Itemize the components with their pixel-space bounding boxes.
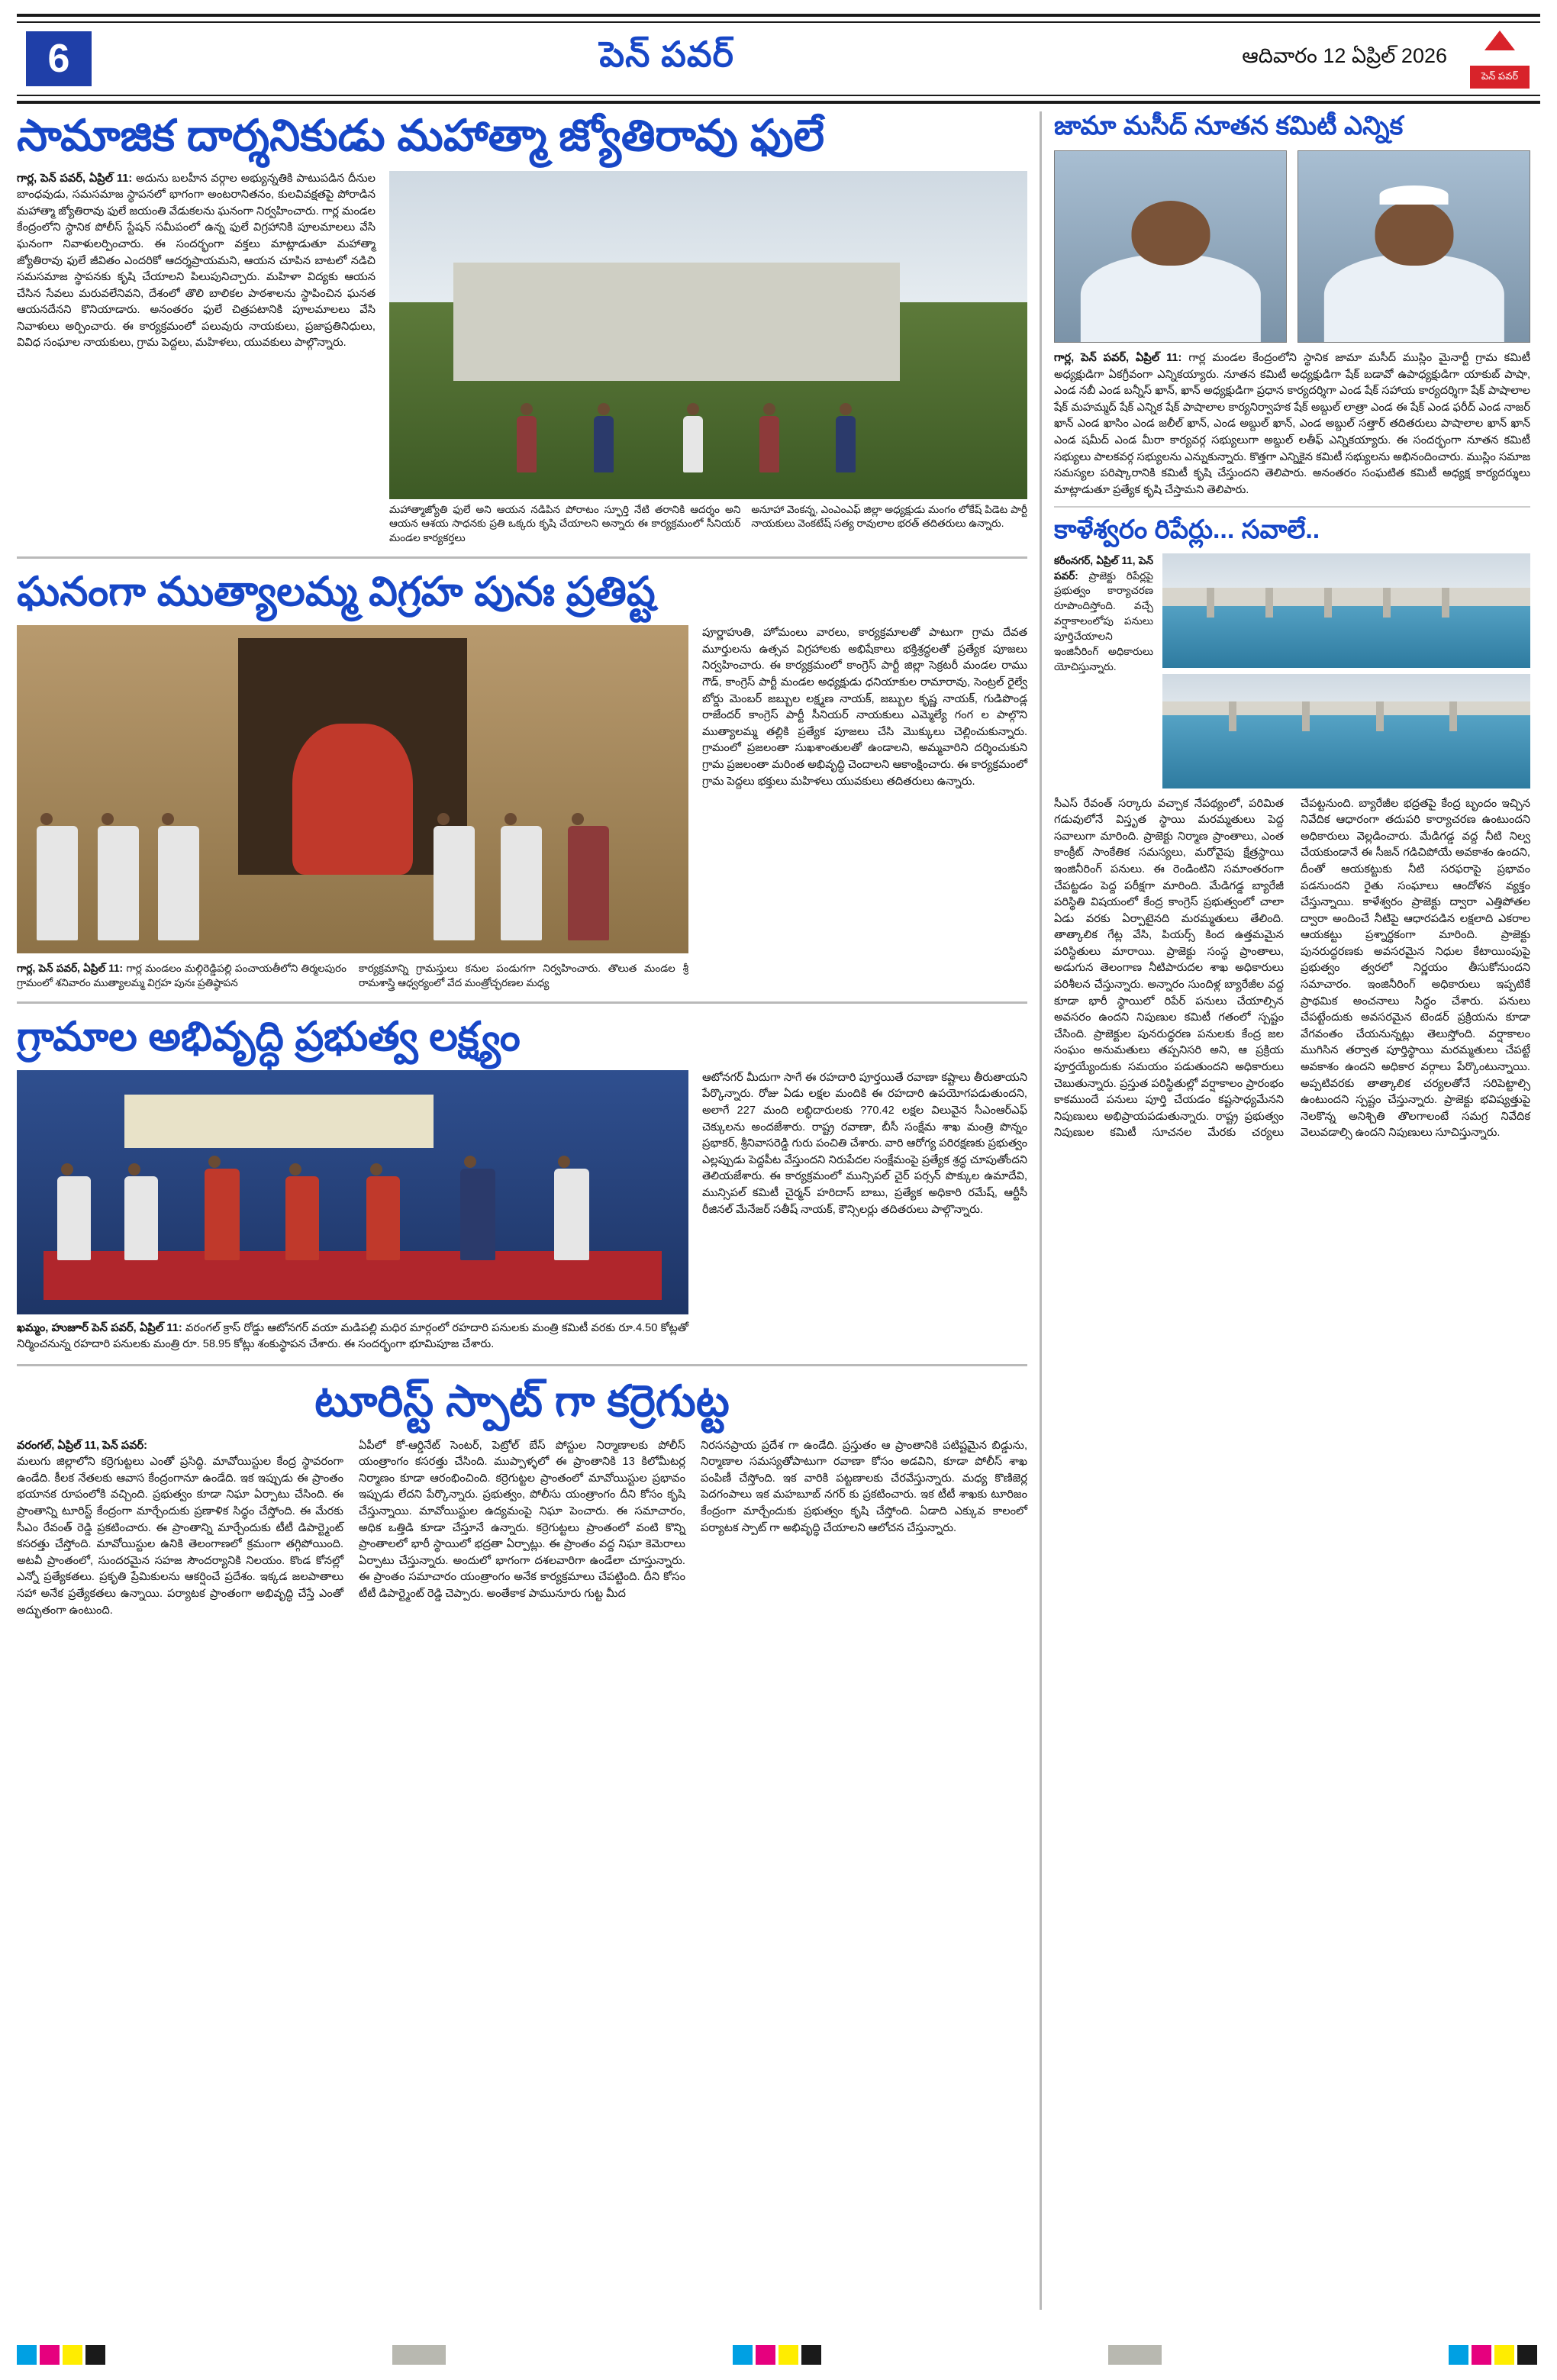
photo-person [517,416,537,472]
article-kaleshwaram-dateline: కరీంనగర్, ఏప్రిల్ 11, పెన్ పవర్: [1054,554,1153,582]
article-villages [17,1014,1027,1353]
reg-magenta [40,2345,60,2365]
article-karregutta-headline: టూరిస్ట్ స్పాట్ గా కర్రెగుట్ట [314,1377,730,1427]
article-muthyalamma-body: పూర్ణాహుతి, హోమంలు వారలు, కార్యక్రమాలతో పాటుగా గ్రామ దేవత మూర్తులను ఉత్సవ విగ్రహాలకు అభిషేకాలు భక్తిశ్రద్ధలతో ప్రత్యేక పూజలు నిర్వహించారు. ఈ కార్యక్రమంలో కాంగ్రెస్ పార్టీ జిల్లా సెక్రటరీ మండల రాము గౌడ్, కాంగ్రెస్ పార్టీ మండల అధ్యక్షుడు ధనియాకుల రామారావు, సెంట్రల్ రైల్వే బోర్డు మెంబర్ జబ్బుల లక్ష్మణ నాయక్, జబ్బుల కృష్ణ నాయక్, గుడిపొండ్ల రాజేందర్ కాంగ్రెస్ పార్టీ సీనియర్ నాయకులు ఎమ్మెల్యే గంగ ల పాల్గొని ముత్యాలమ్మ తల్లికి ప్రత్యేక పూజలు చేసి మొక్కులు చెల్లించుకున్నారు. గ్రామంలో ప్రజలంతా సుఖశాంతులతో ఉండాలని, అమ్మవారిని దర్శించుకుని గ్రామ ప్రజలంతా మరింత అభివృద్ధి చెందాలని ఆకాంక్షించారు. ఈ కార్యక్రమంలో గ్రామ పెద్దలు భక్తులు మహిళలు యువకులు తదితరులు ఉన్నారు. [702,627,1027,788]
reg-black [85,2345,105,2365]
photo-person [568,826,609,940]
article-muthyalamma [17,569,1027,991]
article-phule-text: అదును బలహీన వర్గాల అభ్యున్నతికి పాటుపడిన దీనుల బాంధవుడు, సమసమాజ స్థాపనలో భాగంగా అంటరానితనం, కులవివక్షతపై పోరాడిన మహాత్మా జ్యోతిరావు ఫులే జయంతి వేడుకలను ఘనంగా నిర్వహించారు. గార్ల మండల కేంద్రంలోని స్థానిక పోలీస్ స్టేషన్ సమీపంలో ఉన్న ఫులే విగ్రహానికి పూలమాలలు వేసి ఘనంగా నివాళులర్పించారు. ఈ సందర్భంగా వక్తలు మాట్లాడుతూ మహాత్మా జ్యోతిరావు ఫులే జీవితం ఎందరికో ఆదర్శప్రాయమని, ఆయన చూపిన బాటలో నడిచి సమసమాజ స్థాపనకు కృషి చేయాలని పిలుపునిచ్చారు. మహిళా విద్యకు ఆయన చేసిన సేవలు మరువలేనివని, దేశంలో తొలి బాలికల పాఠశాలను స్థాపించిన ఘనత ఆయనదేనని కొనియాడారు. అనంతరం ఫులే చిత్రపటానికి పూలమాలలు వేసి నివాళులు అర్పించారు. ఈ కార్యక్రమంలో పలువురు నాయకులు, ప్రజాప్రతినిధులు, వివిధ సంఘాల నాయకులు, గ్రామ పెద్దలు, మహిళలు, యువకులు పాల్గొన్నారు. [17,172,376,350]
article-kaleshwaram-photo-1 [1162,553,1530,668]
reg-cyan [17,2345,37,2365]
photo-person [683,416,703,472]
reg-cyan [1449,2345,1468,2365]
reg-magenta [1472,2345,1491,2365]
photo-person [460,1169,495,1260]
reg-yellow [778,2345,798,2365]
article-masjid-headline: జామా మసీద్ నూతన కమిటీ ఎన్నిక [1054,111,1404,140]
article-muthyalamma-headline: ఘనంగా ముత్యాలమ్మ విగ్రహ పునః ప్రతిష్ట [17,569,656,615]
photo-person [554,1169,589,1260]
right-column [1042,111,1530,2310]
photo-reservoir [1162,597,1530,668]
article-masjid-text: గార్ల మండల కేంద్రంలోని స్థానిక జామా మసీద్ ముస్లిం మైనార్టీ గ్రామ కమిటీ అధ్యక్షుడిగా ఏకగ్రీవంగా ఎన్నికయ్యారు. నూతన కమిటీ అధ్యక్షుడిగా షేక్ బడావో ఉపాధ్యక్షుడిగా యాకుబ్ పాషా, ఎండ నబీ ఎండ బన్నీస్ ఖాన్, ఖాన్ అధ్యక్షుడిగా ప్రధాన కార్యదర్శిగా ఎండ షేక్ సహాయ కార్యదర్శిగా షేక్ పాషాలాల షేక్ మహమ్మద్ షేక్ ఎన్నిక షేక్ పాషాలాల కార్యనిర్వాహక షేక్ అబ్దుల్ లాత్రా ఎండ ఈ షేక్ ఎండ ఫరీద్ ఎండ నాజర్ ఖాన్ ఎండ ఖాసిం ఎండ జలీల్ ఖాన్, ఎండ అబ్దుల్ ఖాన్, ఎండ అబ్దుల్ సత్తార్ తదితరులు పాషాలాల ఖాన్ ఖాన్ ఎండ షమీద్ ఎండ మీరా కార్యవర్గ సభ్యులుగా అబ్దుల్ లతీఫ్ ఎన్నికయ్యారు. ఈ సందర్భంగా నూతన కమిటీ సభ్యులు పాలకవర్గ సభ్యులను ఎన్నుకున్నారు. కొత్తగా ఎన్నికైన కమిటీ సభ్యులను అభినందించారు. ముస్లిం సమాజ సమస్యల పరిష్కారానికి కమిటీ కృషి చేస్తుందని తెలిపారు. అనంతరం సంఘటిత కమిటీ అధ్యక్ష కార్యదర్శులు మాట్లాడుతూ ప్రత్యేక కృషి చేస్తామని తెలిపారు. [1054,352,1530,496]
reg-cyan [733,2345,753,2365]
photo-barrage-deck [1162,701,1530,715]
photo-pier [1376,701,1384,731]
photo-pedestal [453,263,900,381]
article-villages-caption: ఖమ్మం, హుజూర్ పెన్ పవర్, ఏప్రిల్ 11: వరంగల్ క్రాస్ రోడ్డు ఆటోనగర్ వయా మడిపల్లి మధిర మార్గంలో రహదారి పనులకు మంత్రి కమిటీ వరకు రూ.4.50 కోట్లతో నిర్మించనున్న రహదారి పనులకు మంత్రి రూ. 58.95 కోట్లు శంకుస్థాపన చేశారు. ఈ సందర్భంగా భూమిపూజ చేశారు. [17,1321,689,1351]
reg-yellow [63,2345,82,2365]
photo-person [759,416,779,472]
portrait-head [1131,201,1210,266]
article-villages-body: ఆటోనగర్ మీదుగా సాగే ఈ రహదారి పూర్తయితే రవాణా కష్టాలు తీరుతాయని పేర్కొన్నారు. రోజు ఏడు లక్షల మందికి ఈ రహదారి ఉపయోగపడుతుందని, అలాగే 227 మంది లబ్ధిదారులకు ?70.42 లక్షల విలువైన సీఎంఆర్ఎఫ్ చెక్కులను అందజేశారు. రాష్ట్ర రవాణా, బీసీ సంక్షేమ శాఖ మంత్రి పొన్నం ప్రభాకర్, శ్రీనివాసరెడ్డి గురు పంచితి చేశారు. వారి ఆరోగ్య పరిరక్షణకు ప్రభుత్వం ఎల్లప్పుడు పెద్దపీట వేస్తుందని నిరుపేదల సంక్షేమంపై ప్రత్యేక శ్రద్ధ చూపుతోందని తెలియజేశారు. ఈ కార్యక్రమంలో మున్సిపల్ చైర్ పర్సన్ పొక్కుల ఉమాదేవి, మున్సిపల్ కమిటీ చైర్మన్ హరిదాస్ బాబు, ప్రత్యేక అధికారి రమేష్, ఆర్టీసీ రీజినల్ మేనేజర్ సతీష్ నాయక్, కౌన్సిలర్లు తదితరులు పాల్గొన్నారు. [702,1071,1027,1216]
article-kaleshwaram-body: సీఎస్ రేవంత్ సర్కారు వచ్చాక నేపథ్యంలో, పరిమిత గడువులోనే విస్తృత స్థాయి మరమ్మతులు పెద్ద సవాలుగా మారింది. ప్రాజెక్టు నిర్మాణ ప్రాంతాలు, ఎంత కాంక్రీట్ సాంకేతిక సమస్యలు, మరోవైపు క్షేత్రస్థాయి ఇంజినీరింగ్ పనులు. ఈ రెండింటిని సమాంతరంగా చేపట్టడం పెద్ద పరీక్షగా మారింది. మేడిగడ్డ బ్యారేజీ పరిస్థితి విషయంలో కేంద్ర కాంగ్రెస్ ప్రభుత్వంలో చాలా ఏడు వరకు ఏర్పాటైనది మరమ్మతులు తేలింది. తాత్కాలిక గేట్ల వేసి, పియర్స్ కింద ఉత్తమమైన పరిస్థితులు మారాయి. ప్రాజెక్టు సంస్థ ప్రాంతాలు, అడుగున తెలంగాణ నీటిపారుదల శాఖ అధికారులు పరిశీలన చేస్తున్నారు. అన్నారం సుందిళ్ల బ్యారేజీల వద్ద కూడా భారీ స్థాయిలో రిపేర్ పనులు చేయాల్సిన అవసరం ఉందని నిపుణుల కమిటీ గతంలో స్పష్టం చేసింది. ప్రాజెక్టుల పునరుద్ధరణ పనులకు కేంద్ర జల సంఘం అనుమతులు తప్పనిసరి అని, ఆ ప్రక్రియ పూర్తయ్యేందుకు సమయం పడుతుందని అధికారులు చెబుతున్నారు. ప్రస్తుత పరిస్థితుల్లో వర్షాకాలం ప్రారంభం కాకముందే పనులు పూర్తి చేయడం కష్టసాధ్యమేనని నిపుణులు అభిప్రాయపడుతున్నారు. రాష్ట్ర ప్రభుత్వం నిపుణుల కమిటీ సూచనల మేరకు చర్యలు చేపట్టనుంది. బ్యారేజీల భద్రతపై కేంద్ర బృందం ఇచ్చిన నివేదిక ఆధారంగా తదుపరి కార్యాచరణ ఉంటుందని అధికారులు వెల్లడించారు. మేడిగడ్డ వద్ద నీటి నిల్వ చేయకుండానే ఈ సీజన్ గడిచిపోయే అవకాశం ఉందని, దీంతో ఆయకట్టుకు నీటి సరఫరాపై ప్రభావం పడనుందని రైతు సంఘాలు ఆందోళన వ్యక్తం చేస్తున్నాయి. కాళేశ్వరం ప్రాజెక్టు ద్వారా ఎత్తిపోతల ద్వారా అందించే నీటిపై ఆధారపడిన లక్షలాది ఎకరాల ఆయకట్టు ప్రశ్నార్థకంగా మారింది. ప్రాజెక్టు పునరుద్ధరణకు అవసరమైన నిధుల కేటాయింపుపై ప్రభుత్వం త్వరలో నిర్ణయం తీసుకోనుందని సమాచారం. ఇంజినీరింగ్ అధికారులు ఇప్పటికే ప్రాథమిక అంచనాలు సిద్ధం చేశారు. పనులు చేపట్టేందుకు అవసరమైన టెండర్ ప్రక్రియను కూడా వేగవంతం చేయనున్నట్లు తెలుస్తోంది. వర్షాకాలం ముగిసిన తర్వాత పూర్తిస్థాయి మరమ్మతులు చేపట్టే అవకాశం ఉందని అధికార వర్గాలు పేర్కొంటున్నాయి. అప్పటివరకు తాత్కాలిక చర్యలతోనే సరిపెట్టాల్సి ఉంటుందని స్పష్టం చేస్తున్నారు. ప్రాజెక్టు భవిష్యత్తుపై నెలకొన్న అనిశ్చితి తొలగాలంటే సమగ్ర నివేదిక వెలువడాల్సి ఉందని నిపుణులు సూచిస్తున్నారు. [1054,797,1530,1140]
article-villages-headline: గ్రామాల అభివృద్ధి ప్రభుత్వ లక్ష్యం [17,1014,521,1059]
article-phule-caption-right: అనూహా వెంకన్న, ఎంఎంఎఫ్ జిల్లా అధ్యక్షుడు మంగం లోకేష్ పిడెట పార్టీ నాయకులు వెంకటేష్ సత్య రావులాల భరత్ తదితరులు ఉన్నారు. [751,503,1027,530]
article-phule [17,111,1027,546]
article-kaleshwaram-headline: కాళేశ్వరం రిపేర్లు... సవాలే.. [1054,515,1320,545]
portrait-torso [1323,254,1504,342]
photo-person [836,416,856,472]
portrait-torso [1080,254,1260,342]
article-muthyalamma-photo [17,625,688,953]
article-masjid-body [1054,350,1530,498]
photo-pier [1383,588,1391,618]
photo-person [594,416,614,472]
photo-pier [1229,701,1236,731]
portrait-photo-1 [1054,150,1287,343]
article-phule-dateline: గార్ల, పెన్ పవర్, ఏప్రిల్ 11: [17,172,133,185]
article-phule-headline: సామాజిక దార్శనికుడు మహాత్మా జ్యోతిరావు ఫులే [17,111,825,160]
divider [17,1364,1027,1366]
article-phule-caption-left: మహాత్మాజ్యోతి ఫులే అని ఆయన నడిపిన పోరాటం స్ఫూర్తి నేటి తరానికి ఆదర్శం అని ఆయన ఆశయ సాధనకు ప్రతి ఒక్కరు కృషి చేయాలని అన్నారు ఈ కార్యక్రమంలో సీనియర్ మండల కార్యకర్తలు [389,503,741,544]
publication-logo [1470,29,1530,89]
article-masjid-dateline: గార్ల, పెన్ పవర్, ఏప్రిల్ 11: [1054,352,1182,365]
article-muthyalamma-caption-right: కార్యక్రమాన్ని గ్రామస్తులు కనుల పండుగగా నిర్వహించారు. తొలుత మండల శ్రీ రామశాస్త్రి ఆధ్వర్యంలో వేద మంత్రోచ్ఛరణల మధ్య [359,963,688,989]
photo-person [205,1169,240,1260]
reg-yellow [1494,2345,1514,2365]
article-villages-photo [17,1070,688,1314]
reg-gray-patch [1108,2345,1162,2365]
photo-pier [1442,588,1449,618]
reg-magenta [756,2345,775,2365]
article-muthyalamma-caption-left: గార్ల, పెన్ పవర్, ఏప్రిల్ 11: గార్ల మండలం మల్గిరెడ్డిపల్లి పంచాయతీలోని తిర్మలపురం గ్రామంలో శనివారం ముత్యాలమ్మ విగ్రహ పునః ప్రతిష్ఠాపన [17,963,347,989]
article-phule-photo [389,171,1027,499]
article-karregutta-col2: ఏపీలో కో-ఆర్డినేట్ సెంటర్, పెట్రోల్ బేస్ పోస్టుల నిర్మాణాలకు పోలీస్ యంత్రాంగం కసరత్తు చేసింది. ముప్పాళ్ళలో ఈ ప్రాంతానికి 13 కిలోమీటర్ల నిర్మాణం కూడా ఆరంభించింది. కర్రెగుట్టల ప్రాంతంలో మావోయిస్టుల ప్రభావం ఇప్పుడు లేదని పేర్కొన్నారు. ప్రభుత్వం, పోలీసు యంత్రాంగం దీని కోసం కృషి చేస్తున్నాయి. మావోయిస్టుల ఉద్యమంపై నిఘా పెంచారు. ఈ సమాచారం, అధిక ఒత్తిడి కూడా చేస్తూనే ఉన్నారు. కర్రెగుట్టలు ప్రాంతంలో వంటి కొన్ని ప్రాంతాలలో భారీ స్థాయిలో భద్రతా ఏర్పాట్లు. ఈ ప్రాంతం వద్ద నిఘా కెమెరాలు ఏర్పాటు చేస్తున్నారు. అందులో భాగంగా దశలవారిగా ఉండేలా చూస్తున్నారు. ఈ ప్రాంతం సమాచారం యంత్రాంగం అనేక కార్యక్రమాలు చేపట్టింది. దీని కోసం టీటీ డిపార్ట్మెంట్ రెడ్డి చెప్పారు. అంతేకాక పామునూరు గుట్ట మీద [359,1439,685,1600]
masthead [17,14,1540,104]
logo-triangle-icon [1484,31,1515,50]
logo-label: పెన్ పవర్ [1470,66,1530,89]
article-kaleshwaram-sidebar: కరీంనగర్, ఏప్రిల్ 11, పెన్ పవర్: ప్రాజెక్టు రిపేర్లపై ప్రభుత్వం కార్యాచరణ రూపొందిస్తోంది. వచ్చే వర్షాకాలంలోపు పనులు పూర్తిచేయాలని ఇంజినీరింగ్ అధికారులు యోచిస్తున్నారు. [1054,554,1153,673]
divider [1054,506,1530,508]
article-karregutta [17,1377,1027,1619]
photo-pier [1449,701,1457,731]
photo-person [501,826,542,940]
portrait-head [1375,201,1453,266]
article-muthyalamma-dateline: గార్ల, పెన్ పవర్, ఏప్రిల్ 11: [17,963,124,975]
portrait-photo-2 [1298,150,1530,343]
photo-person [57,1176,91,1260]
article-kaleshwaram-photo-2 [1162,674,1530,788]
article-villages-dateline: ఖమ్మం, హుజూర్ పెన్ పవర్, ఏప్రిల్ 11: [17,1321,182,1334]
photo-person [158,826,199,940]
divider [17,1001,1027,1004]
reg-gray-patch [392,2345,446,2365]
portrait-cap [1379,185,1449,205]
page-number: 6 [26,31,92,86]
reg-black [801,2345,821,2365]
photo-pier [1265,588,1273,618]
photo-person [285,1176,319,1260]
left-column [17,111,1040,2310]
photo-banner [124,1095,434,1148]
photo-person [124,1176,158,1260]
photo-pier [1207,588,1214,618]
edition-date: ఆదివారం 12 ఏప్రిల్ 2026 [1242,44,1447,67]
photo-person [98,826,139,940]
photo-barrage-deck [1162,588,1530,606]
photo-idol [292,724,413,875]
divider [17,556,1027,559]
print-registration-bar [17,2342,1540,2368]
photo-person [37,826,78,940]
photo-reservoir [1162,708,1530,788]
page-title: పెన్ పవర్ [599,34,734,74]
article-karregutta-col1: వరంగల్, ఏప్రిల్ 11, పెన్ పవర్: మలుగు జిల్లాలోని కర్రెగుట్టలు ఎంతో ప్రసిద్ధి. మావోయిస్టుల కేంద్ర స్థావరంగా ఉండేది. కీలక నేతలకు ఆవాస కేంద్రంగానూ ఉండేది. ఇక ఇప్పుడు ఈ ప్రాంతం భయానక రూపంలోకి వచ్చింది. ప్రభుత్వం కూడా నిఘా ఏర్పాటు చేసింది. ఈ ప్రాంతాన్ని టూరిస్ట్ కేంద్రంగా మార్చేందుకు ప్రణాళిక సిద్ధం చేస్తోంది. ఈ మేరకు సీఎం రేవంత్ రెడ్డి ప్రకటించారు. ఈ ప్రాంతాన్ని మార్చేందుకు టీటీ డిపార్ట్మెంట్ కసరత్తు చేస్తోంది. మావోయిస్టుల ఉనికి తెలంగాణలో క్రమంగా తగ్గిపోయింది. అటవీ ప్రాంతంలో, సుందరమైన సహజ సౌందర్యానికి నిలయం. కొండ కోనల్లో ఎన్నో ప్రత్యేకతలు. ప్రకృతి ప్రేమికులను ఆకర్షించే ప్రదేశం. ఇక్కడ జలపాతాలు సహా అనేక ప్రత్యేకతలు ఉన్నాయి. పర్యాటక ప్రాంతంగా అభివృద్ధి చేస్తే ఎంతో అద్భుతంగా ఉంటుంది. [17,1439,343,1617]
article-phule-body [17,171,376,353]
photo-pier [1324,588,1332,618]
article-karregutta-dateline: వరంగల్, ఏప్రిల్ 11, పెన్ పవర్: [17,1439,148,1452]
reg-black [1517,2345,1537,2365]
article-karregutta-col3: నిరసనప్రాయ ప్రదేశ గా ఉండేది. ప్రస్తుతం ఆ ప్రాంతానికి పటిష్టమైన బిడ్డును, నిర్మాణాల సమస్యతోపాటుగా రవాణా కోసం అడవిని, కూడా పోలీస్ శాఖ పంపిణీ చేస్తోంది. ఇక వారికి పట్టణాలకు చేరవేస్తున్నారు. మధ్య కొణిజెర్ల పెదగంపాలు ఇక మహబూబ్ నగర్ కు ప్రకటించారు. ఇక టీటీ శాఖకు టూరిజం కేంద్రంగా మార్చేందుకు ప్రభుత్వం కృషి చేస్తోంది. ఏడాది ఎక్కువ కాలంలో పర్యాటక స్పాట్ గా అభివృద్ధి చేయాలని ఆలోచన చేస్తున్నారు. [701,1439,1027,1534]
photo-pier [1302,701,1310,731]
photo-person [434,826,475,940]
photo-person [366,1176,400,1260]
